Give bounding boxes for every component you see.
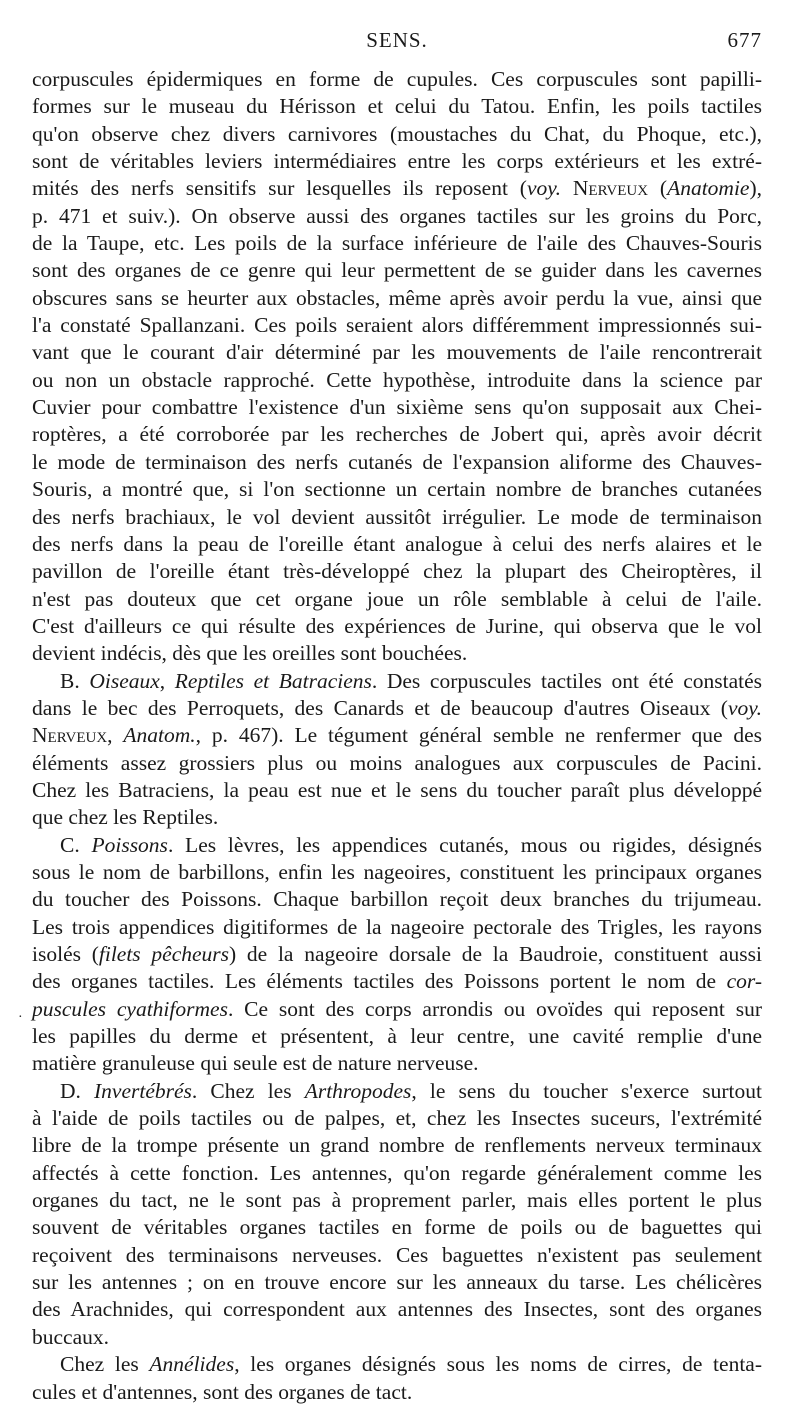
body-text <box>32 66 762 1406</box>
text-line: que chez les Reptiles. <box>32 805 219 830</box>
text-line: devient indécis, dès que les oreilles sont bouchées. <box>32 641 468 666</box>
paragraph-start-line: Chez les Annélides, les organes désignés sous les noms de cirres, de tenta- <box>60 1352 762 1377</box>
text-line: des organes tactiles. Les éléments tactiles des Poissons portent le nom de cor- <box>32 969 762 994</box>
text-line: p. 471 et suiv.). On observe aussi des organes tactiles sur les groins du Porc, <box>32 203 762 228</box>
text-line: sur les antennes ; on en trouve encore sur les anneaux du tarse. Les chélicères <box>32 1270 762 1295</box>
text-line: le mode de terminaison des nerfs cutanés de l'expansion aliforme des Chauves- <box>32 449 762 474</box>
text-line: puscules cyathiformes. Ce sont des corps arrondis ou ovoïdes qui reposent sur <box>32 996 762 1021</box>
text-line: libre de la trompe présente un grand nombre de renflements nerveux terminaux <box>32 1133 762 1158</box>
text-line: Nerveux, Anatom., p. 467). Le tégument général semble ne renfermer que des <box>32 723 762 748</box>
text-line: de la Taupe, etc. Les poils de la surface inférieure de l'aile des Chauves-Souris <box>32 231 762 256</box>
text-line: les papilles du derme et présentent, à leur centre, une cavité remplie d'une <box>32 1024 762 1049</box>
section-heading-line: C. Poissons. Les lèvres, les appendices cutanés, mous ou rigides, désignés <box>60 832 763 857</box>
text-line: cules et d'antennes, sont des organes de tact. <box>32 1379 413 1404</box>
text-line: mités des nerfs sensitifs sur lesquelles ils reposent (voy. Nerveux (Anatomie), <box>32 176 763 201</box>
section-heading-line: B. Oiseaux, Reptiles et Batraciens. Des corpuscules tactiles ont été constatés <box>60 668 763 693</box>
text-line: des nerfs dans la peau de l'oreille étant analogue à celui des nerfs alaires et le <box>32 531 762 556</box>
text-line: souvent de véritables organes tactiles en forme de poils ou de baguettes qui <box>32 1215 762 1240</box>
text-line: buccaux. <box>32 1324 110 1349</box>
text-line: dans le bec des Perroquets, des Canards et de beaucoup d'autres Oiseaux (voy. <box>32 695 762 720</box>
text-line: qu'on observe chez divers carnivores (moustaches du Chat, du Phoque, etc.), <box>32 121 762 146</box>
text-line: pavillon de l'oreille étant très-développé chez la plupart des Cheiroptères, il <box>32 559 762 584</box>
text-line: matière granuleuse qui seule est de nature nerveuse. <box>32 1051 479 1076</box>
text-line: formes sur le museau du Hérisson et celui du Tatou. Enfin, les poils tactiles <box>32 94 762 119</box>
page-number: 677 <box>727 28 762 52</box>
text-line: Les trois appendices digitiformes de la nageoire pectorale des Trigles, les rayons <box>32 914 762 939</box>
text-line: des nerfs brachiaux, le vol devient aussitôt irrégulier. Le mode de terminaison <box>32 504 762 529</box>
margin-mark: · <box>18 1010 23 1025</box>
text-line: sous le nom de barbillons, enfin les nageoires, constituent les principaux organes <box>32 859 762 884</box>
text-line: isolés (filets pêcheurs) de la nageoire dorsale de la Baudroie, constituent aussi <box>32 942 763 966</box>
text-line: du toucher des Poissons. Chaque barbillon reçoit deux branches du trijumeau. <box>32 887 762 912</box>
text-line: vant que le courant d'air déterminé par les mouvements de l'aile rencontrerait <box>32 340 762 365</box>
text-line: corpuscules épidermiques en forme de cupules. Ces corpuscules sont papilli- <box>32 67 762 91</box>
text-line: organes du tact, ne le sont pas à proprement parler, mais elles portent le plus <box>32 1188 762 1213</box>
text-line: affectés à cette fonction. Les antennes, qu'on regarde généralement comme les <box>32 1160 762 1185</box>
text-line: éléments assez grossiers plus ou moins analogues aux corpuscules de Pacini. <box>32 750 762 775</box>
text-line: reçoivent des terminaisons nerveuses. Ces baguettes n'existent pas seulement <box>32 1242 762 1267</box>
text-line: sont des organes de ce genre qui leur permettent de se guider dans les cavernes <box>32 258 762 283</box>
text-line: Chez les Batraciens, la peau est nue et le sens du toucher paraît plus développé <box>32 777 762 802</box>
text-line: des Arachnides, qui correspondent aux antennes des Insectes, sont des organes <box>32 1297 762 1322</box>
text-line: à l'aide de poils tactiles ou de palpes, et, chez les Insectes suceurs, l'extrémité <box>32 1106 762 1131</box>
running-head <box>32 28 762 58</box>
text-line: l'a constaté Spallanzani. Ces poils seraient alors différemment impressionnés sui- <box>32 313 762 338</box>
text-line: C'est d'ailleurs ce qui résulte des expériences de Jurine, qui observa que le vol <box>32 613 762 638</box>
text-line: roptères, a été corroborée par les recherches de Jobert qui, après avoir décrit <box>32 422 762 447</box>
text-line: n'est pas douteux que cet organe joue un rôle semblable à celui de l'aile. <box>32 586 762 611</box>
text-line: obscures sans se heurter aux obstacles, même après avoir perdu la vue, ainsi que <box>32 285 762 310</box>
text-line: ou non un obstacle rapproché. Cette hypothèse, introduite dans la science par <box>32 367 762 392</box>
text-line: sont de véritables leviers intermédiaires entre les corps extérieurs et les extré- <box>32 149 762 174</box>
text-line: Cuvier pour combattre l'existence d'un sixième sens qu'on supposait aux Chei- <box>32 395 762 420</box>
running-title: SENS. <box>366 28 428 52</box>
section-heading-line: D. Invertébrés. Chez les Arthropodes, le sens du toucher s'exerce surtout <box>60 1078 763 1103</box>
text-line: Souris, a montré que, si l'on sectionne un certain nombre de branches cutanées <box>32 477 762 502</box>
